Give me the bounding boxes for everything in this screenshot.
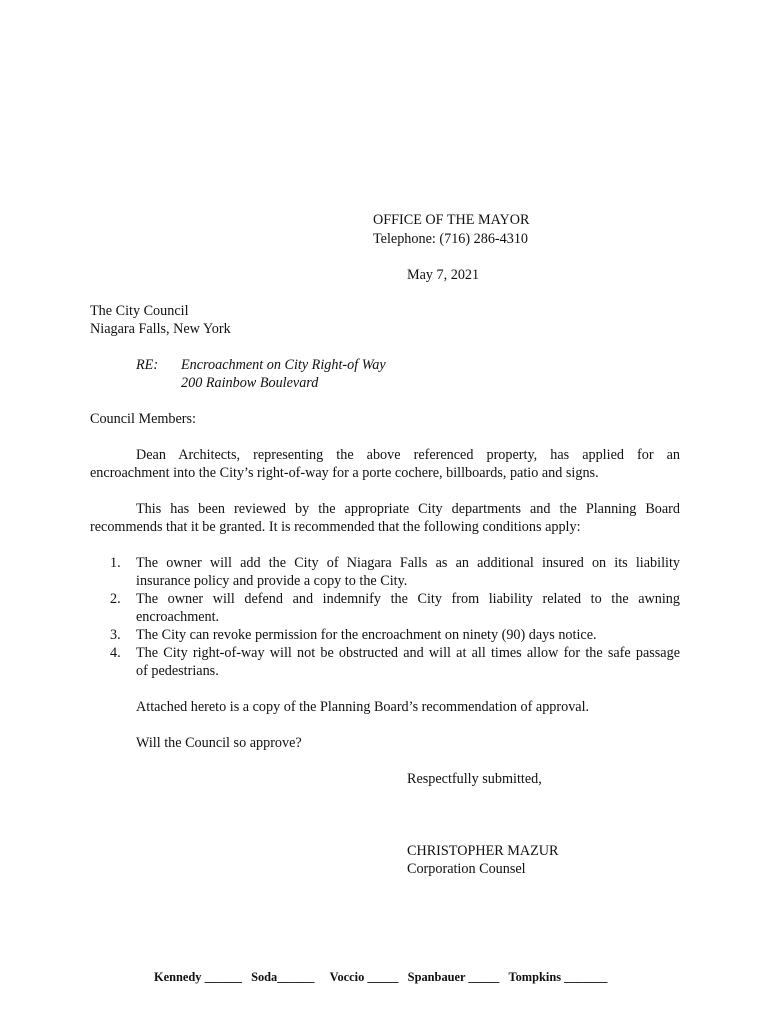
list-item-number: 4.	[110, 645, 121, 661]
list-item-number: 2.	[110, 591, 121, 607]
list-item-line-1: The City right-of-way will not be obstructed and will at all times allow for the safe passage	[136, 645, 680, 661]
office-heading: OFFICE OF THE MAYOR	[373, 212, 530, 228]
closing: Respectfully submitted,	[407, 771, 542, 787]
salutation: Council Members:	[90, 411, 196, 427]
letter-date: May 7, 2021	[407, 267, 480, 283]
list-item-line-1: The City can revoke permission for the encroachment on ninety (90) days notice.	[136, 627, 597, 643]
council-vote-line: Kennedy ______ Soda______ Voccio _____ Spanbauer _____ Tompkins _______	[154, 970, 608, 984]
list-item-line-1: The owner will add the City of Niagara Falls as an additional insured on its liability	[136, 555, 680, 571]
list-item-line-2: insurance policy and provide a copy to the City.	[136, 573, 408, 589]
paragraph-2-line-2: recommends that it be granted. It is recommended that the following conditions apply:	[90, 519, 581, 535]
paragraph-2-line-1: This has been reviewed by the appropriate City departments and the Planning Board	[136, 501, 680, 517]
recipient-line-1: The City Council	[90, 303, 189, 319]
re-label: RE:	[136, 357, 159, 373]
list-item-number: 1.	[110, 555, 121, 571]
re-subject-line-1: Encroachment on City Right-of Way	[181, 357, 386, 373]
list-item-line-2: of pedestrians.	[136, 663, 219, 679]
list-item-line-2: encroachment.	[136, 609, 220, 625]
attachment-note: Attached hereto is a copy of the Planning Board’s recommendation of approval.	[136, 699, 590, 715]
list-item-number: 3.	[110, 627, 121, 643]
paragraph-1-line-2: encroachment into the City’s right-of-way for a porte cochere, billboards, patio and signs.	[90, 465, 599, 481]
recipient-line-2: Niagara Falls, New York	[90, 321, 231, 337]
list-item-line-1: The owner will defend and indemnify the City from liability related to the awning	[136, 591, 680, 607]
telephone: Telephone: (716) 286-4310	[373, 231, 529, 247]
approval-question: Will the Council so approve?	[136, 735, 302, 751]
signatory-title: Corporation Counsel	[407, 861, 526, 877]
re-subject-line-2: 200 Rainbow Boulevard	[181, 375, 319, 391]
signatory-name: CHRISTOPHER MAZUR	[407, 843, 559, 859]
paragraph-1-line-1: Dean Architects, representing the above referenced property, has applied for an	[136, 447, 680, 463]
